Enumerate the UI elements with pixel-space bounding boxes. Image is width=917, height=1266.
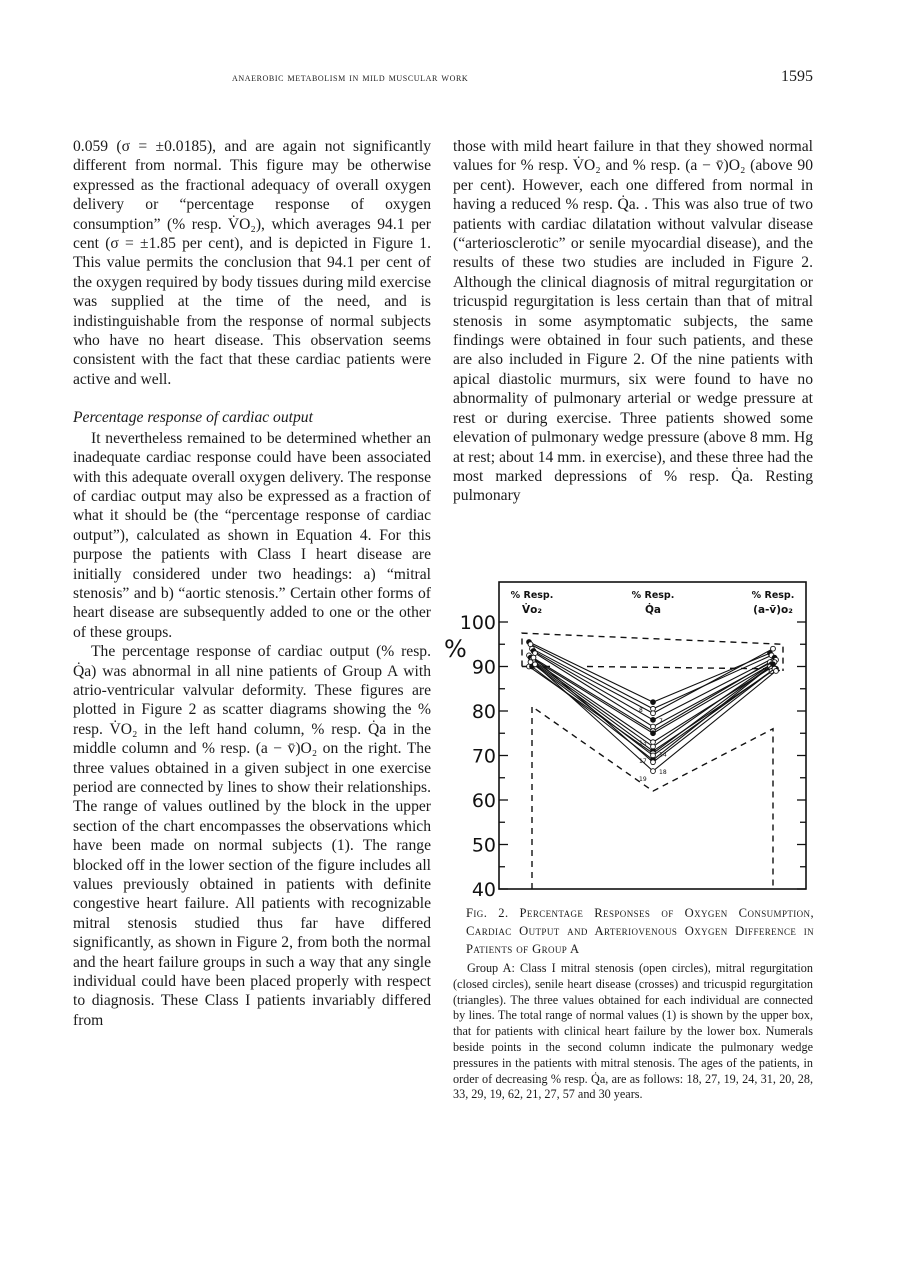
figure-2-chart <box>440 575 820 900</box>
y-axis-label: % <box>444 635 467 663</box>
data-point <box>651 769 656 774</box>
data-point <box>771 646 776 651</box>
right-column <box>453 137 813 506</box>
y-tick-label: 100 <box>459 612 496 634</box>
paragraph: The percentage response of cardiac output (% resp. Q̇a) was abnormal in all nine patients of Group A with atrio-ventricular valvular deformity. These figures are plotted in Figure 2 as scatter diagrams showing the % resp. V̇O₂ in the left hand column, % resp. Q̇a in the middle column and % resp. (a − v̄)O₂ on the right. The three values obtained in a given subject in one exercise period are connected by lines to show their relationships. The range of values outlined by the block in the upper section of the chart encompasses the observations which have been made on normal subjects (1). The range blocked off in the lower section of the figure includes all values previously obtained in patients with definite congestive heart failure. All patients with recognizable mitral stenosis studied thus far have differed significantly, as shown in Figure 2, from both the normal and the heart failure groups in such a way that any single individual could have been placed properly with respect to diagnosis. These Class I patients invariably differed from <box>73 643 431 1029</box>
column-header: % Resp. <box>751 590 795 601</box>
y-tick-label: 90 <box>471 656 496 679</box>
paragraph: 0.059 (σ = ±0.0185), and are again not significantly different from normal. This figure may be otherwise expressed as the fractional adequacy of overall oxygen delivery or “percentage response of oxygen consumption” (% resp. V̇O₂), which averages 94.1 per cent (σ = ±1.85 per cent), and is depicted in Figure 1. This value permits the conclusion that 94.1 per cent of the oxygen required by body tissues during mild exercise was supplied at the time of the need, and is indistinguishable from the response of normal subjects who have no heart disease. This observation seems consistent with the fact that these cardiac patients were active and well. <box>73 138 431 388</box>
wedge-pressure-label: 19 <box>639 775 647 783</box>
wedge-pressure-label: 8 <box>639 706 643 714</box>
section-heading: Percentage response of cardiac output <box>73 409 313 427</box>
data-point <box>651 760 656 765</box>
column-header-sub: Q̇a <box>644 604 662 616</box>
data-point <box>533 662 538 667</box>
data-point <box>651 711 656 716</box>
wedge-pressure-label: 13 <box>639 740 647 748</box>
data-point <box>651 731 656 736</box>
figure-caption-title: Fig. 2. Percentage Responses of Oxygen Consumption, Cardiac Output and Arteriovenous Oxygen Difference in Patients of Group A <box>466 906 814 956</box>
normal-range-box <box>522 633 783 671</box>
wedge-pressure-label: 14 <box>659 751 667 759</box>
data-point <box>651 700 656 705</box>
paragraph: those with mild heart failure in that they showed normal values for % resp. V̇O₂ and % resp. (a − v̄)O₂ (above 90 per cent). However, each one differed from normal in having a reduced % resp. Q̇a. . This was also true of two patients with cardiac dilatation without valvular disease (“arteriosclerotic” or senile myocardial disease), and the results of these two studies are included in Figure 2. Although the clinical diagnosis of mitral regurgitation or tricuspid regurgitation is less certain than that of mitral stenosis in some asymptomatic subjects, the same findings were obtained in four such patients, and these are also included in Figure 2. Of the nine patients with apical diastolic murmurs, six were found to have no abnormality of pulmonary arterial or wedge pressure at rest or during exercise. Three patients showed some elevation of pulmonary wedge pressure (above 8 mm. Hg at rest; about 14 mm. in exercise), and these three had the most marked depressions of % resp. Q̇a. Resting pulmonary <box>453 138 813 505</box>
column-header: % Resp. <box>510 590 554 601</box>
column-header-sub: (a-v̄)o₂ <box>753 604 793 616</box>
data-point <box>651 718 656 723</box>
left-column <box>73 137 431 1030</box>
data-point <box>531 655 536 660</box>
running-head: anaerobic metabolism in mild muscular work <box>232 72 469 84</box>
column-header-sub: V̇o₂ <box>522 604 542 616</box>
wedge-pressure-label: 18 <box>659 769 667 777</box>
paragraph: It nevertheless remained to be determined whether an inadequate cardiac response could have been associated with this adequate overall oxygen delivery. The response of cardiac output may also be expressed as a fraction of what it should be (the “percentage response of cardiac output”), calculated as shown in Equation 4. For this purpose the patients with Class I heart disease are initially considered under two headings: a) “mitral stenosis” and b) “aortic stenosis.” Certain other forms of heart disease are subsequently added to one or the other of these groups. <box>73 429 431 641</box>
y-tick-label: 50 <box>471 834 496 857</box>
figure-caption-body <box>453 961 813 1103</box>
y-tick-label: 70 <box>471 745 496 768</box>
y-tick-label: 60 <box>471 790 496 812</box>
y-tick-label: 40 <box>471 879 496 900</box>
y-tick-label: 80 <box>471 701 496 723</box>
data-point <box>774 669 779 674</box>
caption-text: Group A: Class I mitral stenosis (open circles), mitral regurgitation (closed circles), senile heart disease (crosses) and tricuspid regurgitation (triangles). The three values obtained for each individual are connected by lines. The total range of normal values (1) is shown by the upper box, that for patients with clinical heart failure by the lower box. Numerals beside points in the second column indicate the pulmonary wedge pressures in the patients with mitral stenosis. The ages of the patients, in order of decreasing % resp. Q̇a, are as follows: 18, 27, 19, 24, 31, 20, 28, 33, 29, 19, 62, 21, 27, 57 and 30 years. <box>453 961 813 1102</box>
wedge-pressure-label: 7 <box>659 717 663 725</box>
column-header: % Resp. <box>631 590 675 601</box>
wedge-pressure-label: 17 <box>639 757 647 765</box>
page-number: 1595 <box>781 68 813 85</box>
